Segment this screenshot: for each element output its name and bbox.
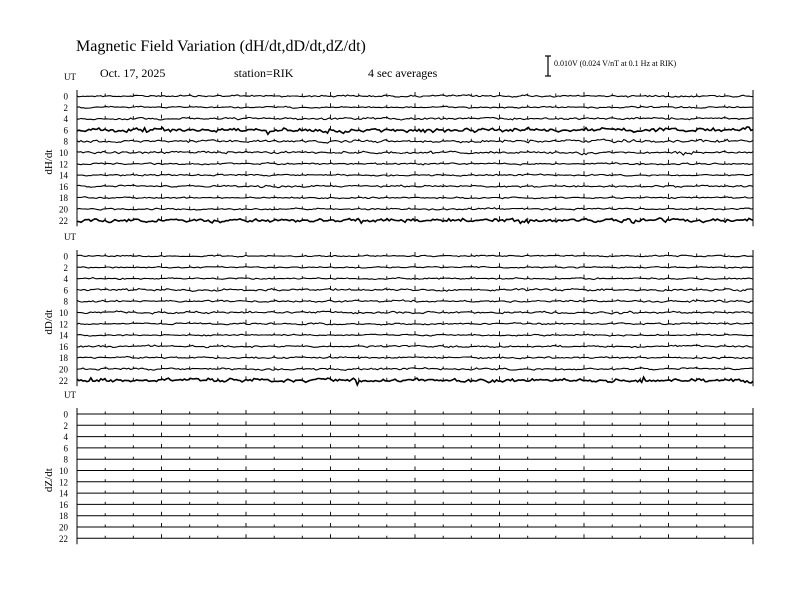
scale-bar-label: 0.010V (0.024 V/nT at 0.1 Hz at RIK)	[554, 59, 677, 68]
hour-row-label: 16	[59, 181, 68, 192]
hour-row-label: 6	[63, 285, 68, 296]
hour-row-label: 12	[59, 477, 68, 488]
hour-row-label: 2	[63, 420, 68, 431]
chart-title: Magnetic Field Variation (dH/dt,dD/dt,dZ/dt)	[76, 38, 366, 55]
hour-row-label: 10	[59, 148, 68, 158]
hour-row-label: 12	[59, 159, 68, 170]
hour-ticks	[77, 534, 753, 538]
hour-row-label: 22	[59, 215, 68, 226]
ut-axis-label: UT	[64, 390, 76, 400]
hour-row-label: 20	[59, 364, 68, 375]
hour-row-label: 0	[63, 251, 68, 262]
trace-line	[77, 197, 753, 199]
hour-row-label: 14	[59, 170, 68, 181]
hour-ticks	[77, 467, 753, 471]
trace-line	[77, 163, 753, 165]
hour-row-label: 8	[63, 296, 68, 307]
hour-row-label: 20	[59, 204, 68, 215]
hour-row-label: 6	[63, 443, 68, 454]
panel-2	[77, 250, 753, 386]
hour-row-label: 2	[63, 102, 68, 113]
ut-axis-label: UT	[64, 232, 76, 242]
date-label: Oct. 17, 2025	[100, 66, 166, 80]
hour-ticks	[77, 205, 753, 209]
hour-ticks	[77, 433, 753, 437]
hour-row-label: 4	[63, 274, 68, 285]
hour-row-label: 8	[63, 136, 68, 147]
panel-3	[77, 408, 753, 544]
hour-ticks	[77, 309, 753, 313]
hour-row-label: 4	[63, 114, 68, 125]
hour-row-label: 14	[59, 488, 68, 499]
trace-line	[77, 377, 753, 385]
hour-row-label: 2	[63, 262, 68, 273]
hour-row-label: 0	[63, 409, 68, 420]
ut-axis-label: UT	[64, 72, 76, 82]
hour-ticks	[77, 137, 753, 141]
hour-row-label: 16	[59, 499, 68, 510]
component-label: dD/dt	[43, 309, 55, 335]
hour-ticks	[77, 444, 753, 448]
hour-ticks	[77, 421, 753, 425]
hour-row-label: 18	[59, 353, 68, 364]
hour-ticks	[77, 489, 753, 493]
hour-row-label: 8	[63, 454, 68, 465]
hour-ticks	[77, 512, 753, 516]
station-label: station=RIK	[234, 66, 294, 80]
hour-ticks	[77, 410, 753, 414]
trace-line	[77, 334, 753, 336]
hour-row-label: 0	[63, 91, 68, 102]
trace-line	[77, 267, 753, 269]
hour-ticks	[77, 523, 753, 527]
hour-row-label: 12	[59, 319, 68, 330]
averaging-label: 4 sec averages	[368, 66, 438, 80]
hour-row-label: 18	[59, 511, 68, 522]
hour-row-label: 18	[59, 193, 68, 204]
hour-row-label: 22	[59, 375, 68, 386]
hour-row-label: 10	[59, 308, 68, 318]
component-label: dH/dt	[43, 149, 55, 175]
scale-bar	[545, 56, 551, 76]
hour-ticks	[77, 478, 753, 482]
hour-row-label: 6	[63, 125, 68, 136]
hour-row-label: 22	[59, 533, 68, 544]
panel-1	[77, 90, 753, 226]
hour-ticks	[77, 455, 753, 459]
hour-row-label: 14	[59, 330, 68, 341]
hour-row-label: 10	[59, 466, 68, 476]
hour-ticks	[77, 252, 753, 256]
component-label: dZ/dt	[43, 468, 55, 493]
hour-row-label: 16	[59, 341, 68, 352]
hour-ticks	[77, 500, 753, 504]
hour-row-label: 20	[59, 522, 68, 533]
hour-row-label: 4	[63, 432, 68, 443]
